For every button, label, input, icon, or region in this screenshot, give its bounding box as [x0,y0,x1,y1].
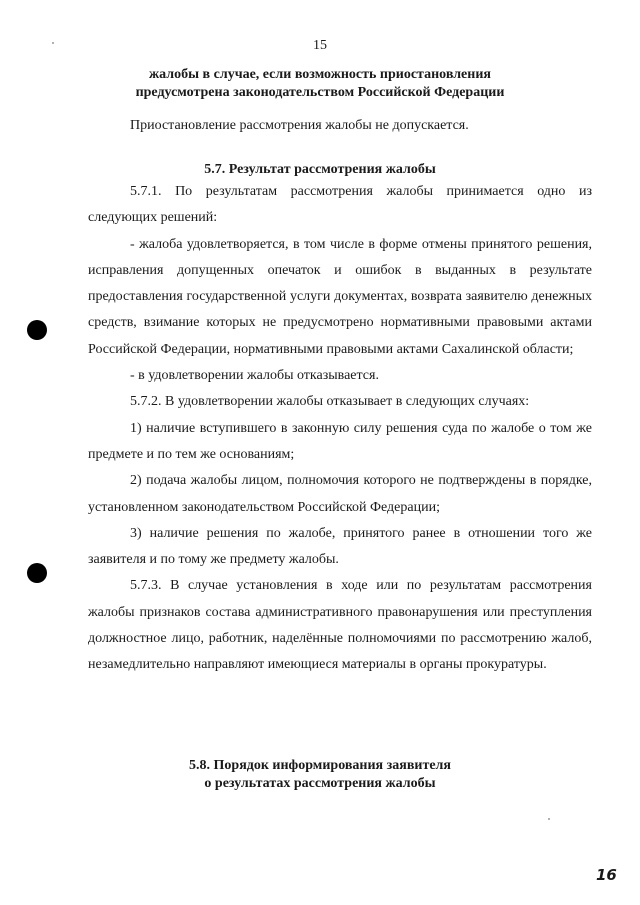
section-58-heading-line1: 5.8. Порядок информирования заявителя [189,758,451,773]
punch-hole-bottom [27,563,47,583]
paragraph-item-3: 3) наличие решения по жалобе, принятого ранее в отношении того же заявителя и по тому же предмету жалобы. [88,525,592,568]
handwritten-page-number: 16 [596,866,617,884]
top-heading-line1: жалобы в случае, если возможность приостановления [149,67,491,82]
suspension-paragraph: Приостановление рассмотрения жалобы не допускается. [130,118,469,133]
suspension-text [88,113,592,139]
paragraph-item-1: 1) наличие вступившего в законную силу решения суда по жалобе о том же предмете и по тем же основаниям; [88,420,592,462]
scan-speck [548,818,550,820]
section-58-heading-line2: о результатах рассмотрения жалобы [204,776,436,791]
paragraph-refused: - в удовлетворении жалобы отказывается. [130,368,379,384]
paragraph-item-2: 2) подача жалобы лицом, полномочия которого не подтверждены в порядке, установленном законодательством Российской Федерации; [88,473,592,515]
paragraph-571: 5.7.1. По результатам рассмотрения жалобы принимается одно из следующих решений: [88,184,592,226]
page-number: 15 [313,38,327,53]
paragraph-573: 5.7.3. В случае установления в ходе или по результатам рассмотрения жалобы признаков состава административного правонарушения или преступления должностное лицо, работник, наделённые полномочиями по рассмотрению жалоб, незамедлительно направляют имеющиеся материалы в органы прокуратуры. [88,578,592,673]
section-57-heading: 5.7. Результат рассмотрения жалобы [204,162,436,177]
top-heading-line2: предусмотрена законодательством Российской Федерации [135,85,505,100]
punch-hole-top [27,320,47,340]
section-58-heading [0,757,640,793]
top-heading [0,66,640,102]
paragraph-572: 5.7.2. В удовлетворении жалобы отказывает в следующих случаях: [130,394,530,410]
paragraph-satisfied: - жалоба удовлетворяется, в том числе в форме отмены принятого решения, исправления допущенных опечаток и ошибок в выданных в результате предоставления государственной услуги документах, возврата заявителю денежных средств, взимание которых не предусмотрено нормативными правовыми актами Российской Федерации, нормативными правовыми актами Сахалинской области; [88,236,592,357]
scan-speck [52,42,54,44]
section-57-body [88,179,592,679]
